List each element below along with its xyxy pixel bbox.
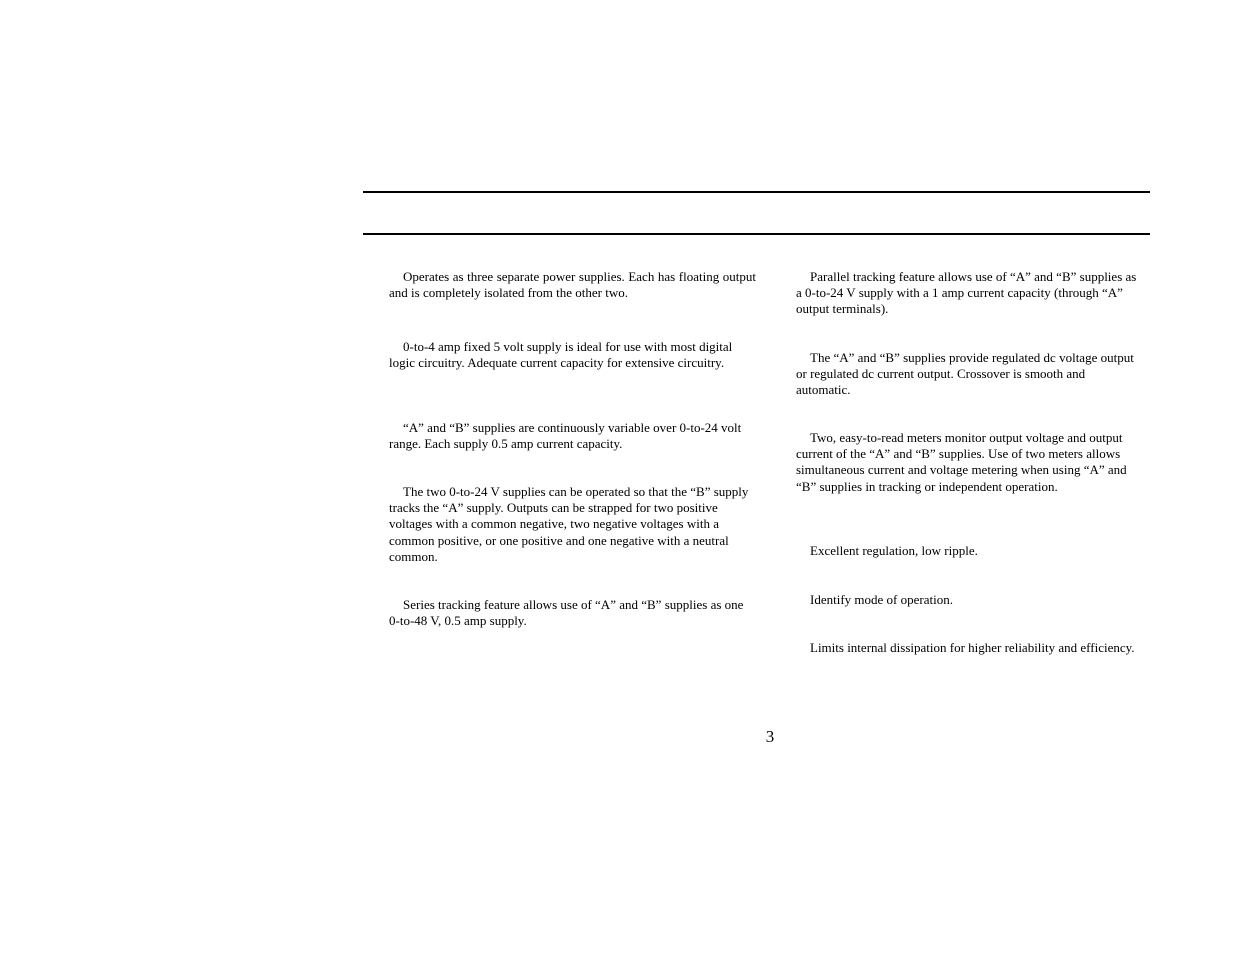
page-number: 3 [765,727,775,746]
feature-paragraph: The “A” and “B” supplies provide regulated dc voltage output or regulated dc current output. Crossover is smooth and automatic. [796,350,1134,398]
feature-paragraph: Two, easy-to-read meters monitor output voltage and output current of the “A” and “B” supplies. Use of two meters allows simultaneous current and voltage metering when using “A” and “B” supplies in tracking or independent operation. [796,430,1127,494]
header-rule-top [363,191,1150,193]
feature-paragraph: Limits internal dissipation for higher reliability and efficiency. [810,640,1135,655]
feature-paragraph: Excellent regulation, low ripple. [810,543,978,558]
feature-paragraph: “A” and “B” supplies are continuously variable over 0-to-24 volt range. Each supply 0.5 amp current capacity. [389,420,742,452]
feature-paragraph: Parallel tracking feature allows use of “A” and “B” supplies as a 0-to-24 V supply with a 1 amp current capacity (through “A” output terminals). [796,269,1137,317]
feature-paragraph: Operates as three separate power supplies. Each has floating output and is completely isolated from the other two. [389,269,756,301]
feature-paragraph: 0-to-4 amp fixed 5 volt supply is ideal for use with most digital logic circuitry. Adequate current capacity for extensive circuitry. [389,339,733,371]
feature-paragraph: The two 0-to-24 V supplies can be operated so that the “B” supply tracks the “A” supply. Outputs can be strapped for two positive voltages with a common negative, two negative voltages with a common positive, or one positive and one negative with a neutral common. [389,484,749,564]
feature-paragraph: Series tracking feature allows use of “A” and “B” supplies as one 0-to-48 V, 0.5 amp supply. [389,597,744,629]
feature-paragraph: Identify mode of operation. [810,592,953,607]
header-rule-bottom [363,233,1150,235]
